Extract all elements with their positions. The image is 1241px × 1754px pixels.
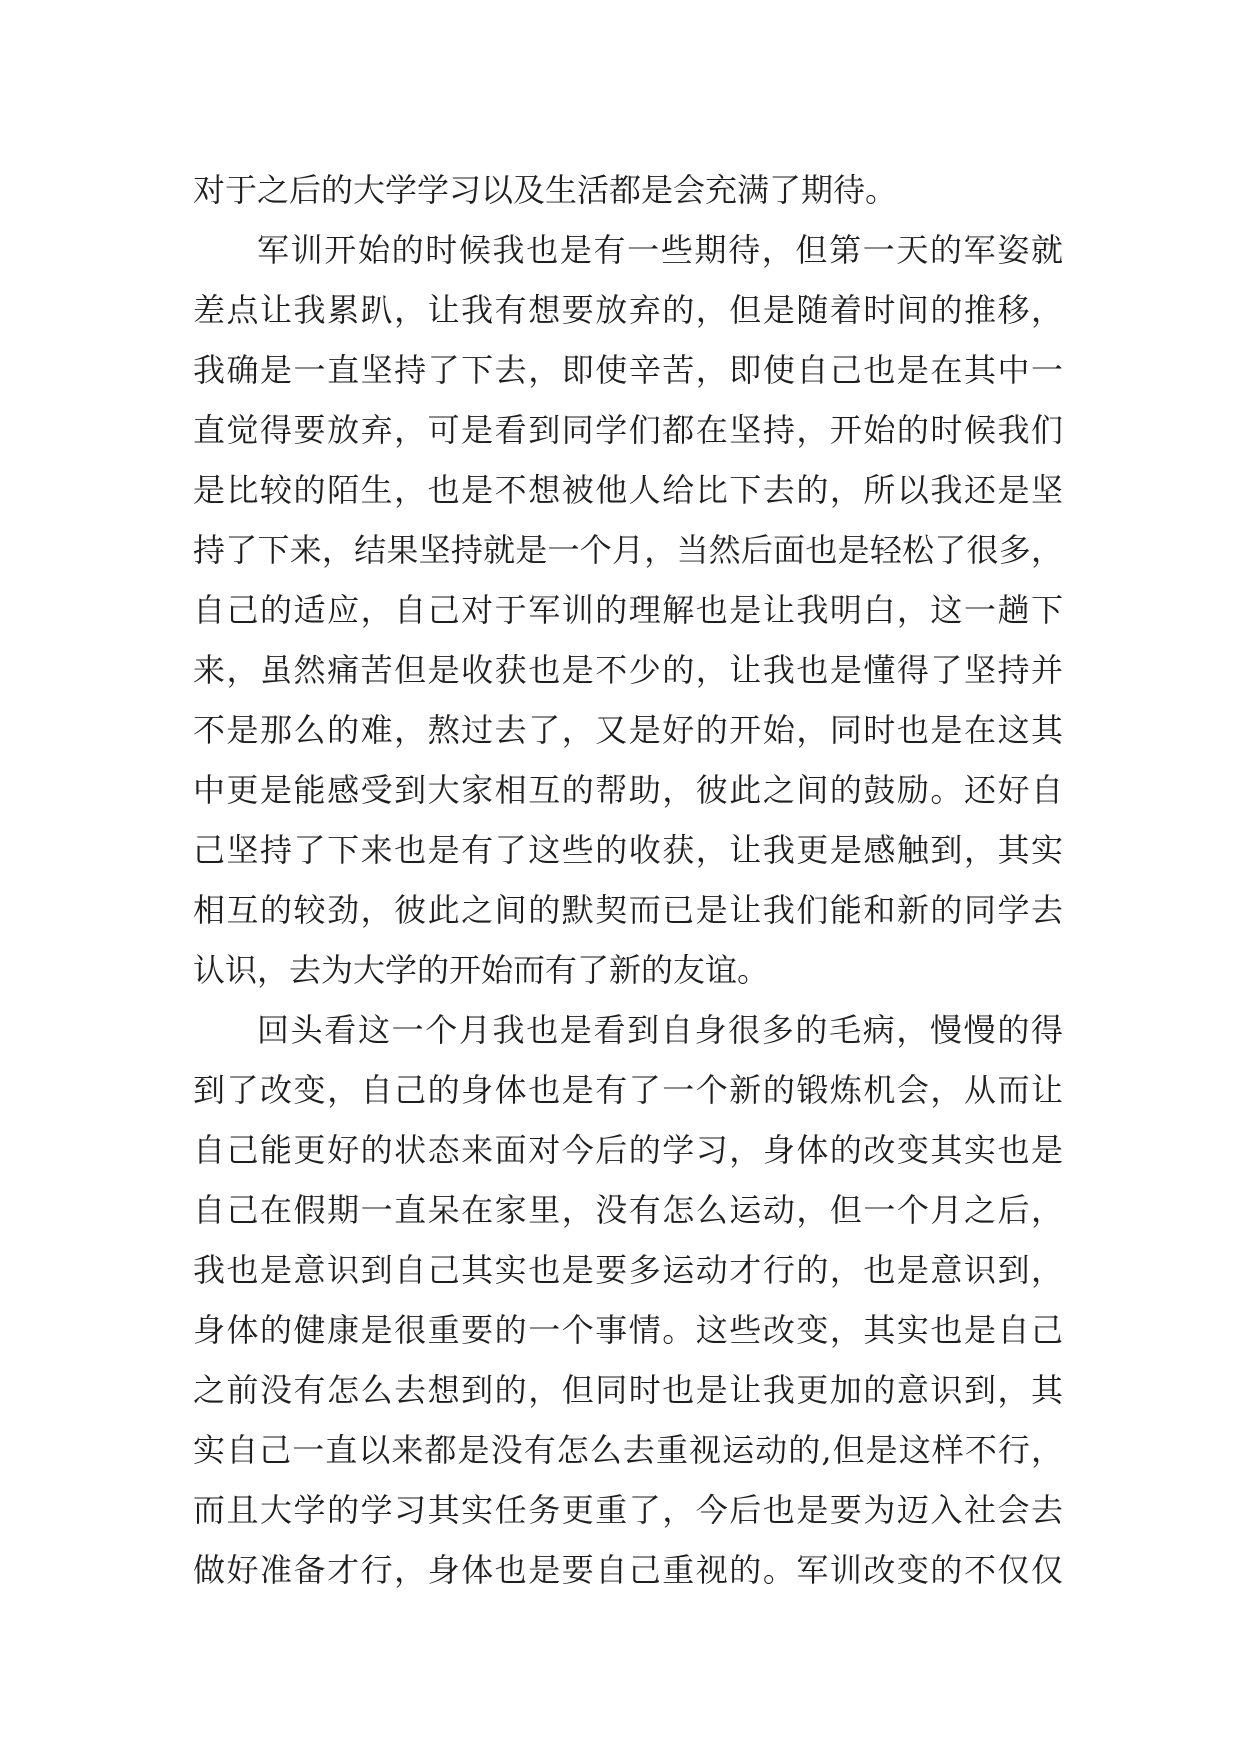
text-line: 实自己一直以来都是没有怎么去重视运动的,但是这样不行， [193, 1431, 1063, 1469]
text-line: 认识，去为大学的开始而有了新的友谊。 [193, 951, 770, 989]
text-line: 持了下来，结果坚持就是一个月，当然后面也是轻松了很多， [193, 531, 1063, 569]
text-line: 我也是意识到自己其实也是要多运动才行的，也是意识到， [193, 1251, 1063, 1289]
text-line: 差点让我累趴，让我有想要放弃的，但是随着时间的推移， [193, 291, 1063, 329]
text-line: 我确是一直坚持了下去，即使辛苦，即使自己也是在其中一 [193, 351, 1063, 389]
text-line: 到了改变，自己的身体也是有了一个新的锻炼机会，从而让 [193, 1071, 1063, 1109]
text-line: 来，虽然痛苦但是收获也是不少的，让我也是懂得了坚持并 [193, 651, 1063, 689]
body-text [193, 160, 1063, 1600]
text-line: 不是那么的难，熬过去了，又是好的开始，同时也是在这其 [193, 711, 1063, 749]
text-line: 是比较的陌生，也是不想被他人给比下去的，所以我还是坚 [193, 471, 1063, 509]
text-line: 自己在假期一直呆在家里，没有怎么运动，但一个月之后， [193, 1191, 1063, 1229]
text-line: 自己能更好的状态来面对今后的学习，身体的改变其实也是 [193, 1131, 1063, 1169]
text-line: 直觉得要放弃，可是看到同学们都在坚持，开始的时候我们 [193, 411, 1063, 449]
text-line: 之前没有怎么去想到的，但同时也是让我更加的意识到，其 [193, 1371, 1063, 1409]
text-line: 身体的健康是很重要的一个事情。这些改变，其实也是自己 [193, 1311, 1063, 1349]
text-line: 中更是能感受到大家相互的帮助，彼此之间的鼓励。还好自 [193, 771, 1063, 809]
text-line: 相互的较劲，彼此之间的默契而已是让我们能和新的同学去 [193, 891, 1063, 929]
text-line: 而且大学的学习其实任务更重了，今后也是要为迈入社会去 [193, 1491, 1063, 1529]
text-line: 对于之后的大学学习以及生活都是会充满了期待。 [193, 171, 898, 209]
text-line: 己坚持了下来也是有了这些的收获，让我更是感触到，其实 [193, 831, 1063, 869]
text-line: 做好准备才行，身体也是要自己重视的。军训改变的不仅仅 [193, 1551, 1063, 1589]
text-line: 自己的适应，自己对于军训的理解也是让我明白，这一趟下 [193, 591, 1063, 629]
text-line: 军训开始的时候我也是有一些期待，但第一天的军姿就 [257, 231, 1063, 269]
text-line: 回头看这一个月我也是看到自身很多的毛病，慢慢的得 [257, 1011, 1063, 1049]
